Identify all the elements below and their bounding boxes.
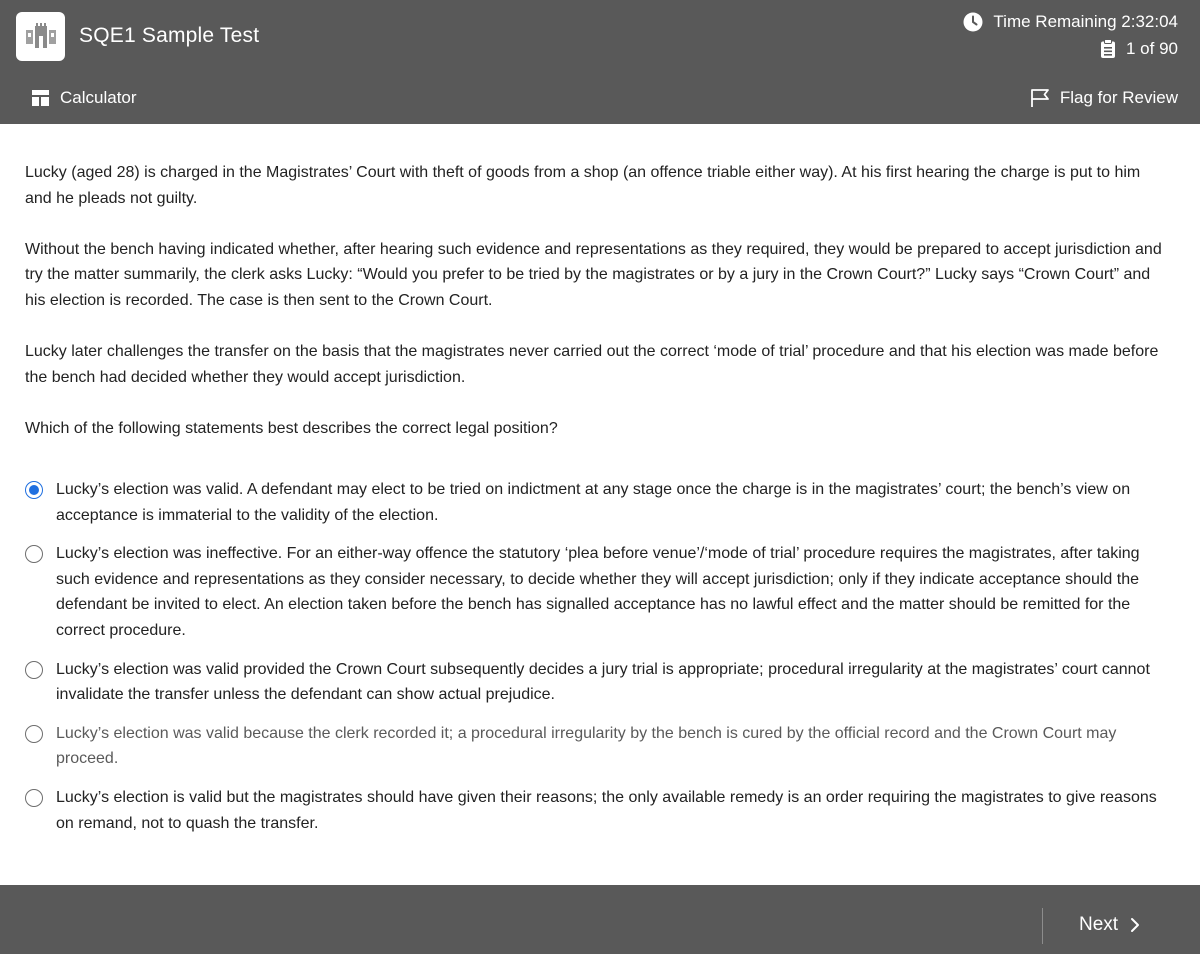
calculator-button[interactable] — [32, 88, 137, 108]
question-stem — [25, 160, 1170, 467]
question-paragraph: Lucky (aged 28) is charged in the Magistrates’ Court with theft of goods from a shop (an offence triable either way). At his first hearing the charge is put to him and he pleads not guilty. — [25, 164, 1141, 207]
answer-text: Lucky’s election was valid provided the Crown Court subsequently decides a jury trial is appropriate; procedural irregularity at the magistrates’ court cannot invalidate the transfer unless the defendant can show actual prejudice. — [56, 660, 1150, 704]
radio-button[interactable] — [25, 789, 43, 807]
timer-text: Time Remaining 2:32:04 — [993, 12, 1178, 31]
question-paragraph: Without the bench having indicated whether, after hearing such evidence and representations as they required, they would be prepared to accept jurisdiction and try the matter summarily, the clerk asks Lucky: “Would you prefer to be tried by the magistrates or by a jury in the Crown Court?” Lucky says “Crown Court” and his election is recorded. The case is then sent to the Crown Court. — [25, 240, 1162, 309]
answer-option-a[interactable] — [24, 477, 1174, 528]
answer-text: Lucky’s election was valid because the clerk recorded it; a procedural irregularity by the bench is cured by the official record and the Crown Court may proceed. — [56, 724, 1117, 768]
app-title: SQE1 Sample Test — [79, 24, 260, 47]
flag-label: Flag for Review — [1059, 88, 1178, 107]
flag-icon — [1030, 88, 1051, 108]
answer-options — [24, 477, 1174, 836]
radio-button[interactable] — [25, 725, 43, 743]
flag-for-review-button[interactable] — [1030, 88, 1178, 108]
question-count-text: 1 of 90 — [1126, 39, 1178, 58]
calculator-icon — [32, 90, 49, 106]
next-label: Next — [1079, 914, 1119, 935]
answer-option-c[interactable] — [24, 657, 1174, 708]
clipboard-icon — [1100, 39, 1116, 59]
time-remaining — [963, 12, 1178, 32]
calculator-label: Calculator — [60, 88, 137, 107]
chevron-right-icon — [1130, 917, 1140, 933]
answer-text: Lucky’s election was ineffective. For an either-way offence the statutory ‘plea before venue’/‘mode of trial’ procedure requires the magistrates, after taking such evidence and representations as they consider necessary, to decide whether they will accept jurisdiction; only if they indicate acceptance should the defendant be invited to elect. An election taken before the bench has signalled acceptance has no lawful effect and the matter should be remitted for the correct procedure. — [56, 545, 1140, 639]
question-counter — [1100, 39, 1178, 59]
answer-option-e[interactable] — [24, 785, 1174, 836]
footer-divider — [1042, 908, 1043, 944]
question-prompt: Which of the following statements best describes the correct legal position? — [25, 419, 558, 437]
radio-button[interactable] — [25, 661, 43, 679]
clock-icon — [963, 12, 983, 32]
answer-text: Lucky’s election was valid. A defendant may elect to be tried on indictment at any stage once the charge is in the magistrates’ court; the bench’s view on acceptance is immaterial to the validity of the election. — [56, 481, 1131, 524]
question-paragraph: Lucky later challenges the transfer on the basis that the magistrates never carried out the correct ‘mode of trial’ procedure and that his election was made before the bench had decided whether they would accept jurisdiction. — [25, 342, 1159, 386]
logo-icon — [16, 12, 65, 61]
bottom-bar — [0, 885, 1200, 954]
answer-text: Lucky’s election is valid but the magistrates should have given their reasons; the only available remedy is an order requiring the magistrates to give reasons on remand, not to quash the transfer. — [56, 788, 1157, 832]
radio-button[interactable] — [25, 481, 43, 499]
answer-option-d[interactable] — [24, 721, 1174, 772]
next-button[interactable] — [1079, 914, 1140, 936]
top-bar — [0, 0, 1200, 124]
answer-option-b[interactable] — [24, 541, 1174, 643]
radio-button[interactable] — [25, 545, 43, 563]
